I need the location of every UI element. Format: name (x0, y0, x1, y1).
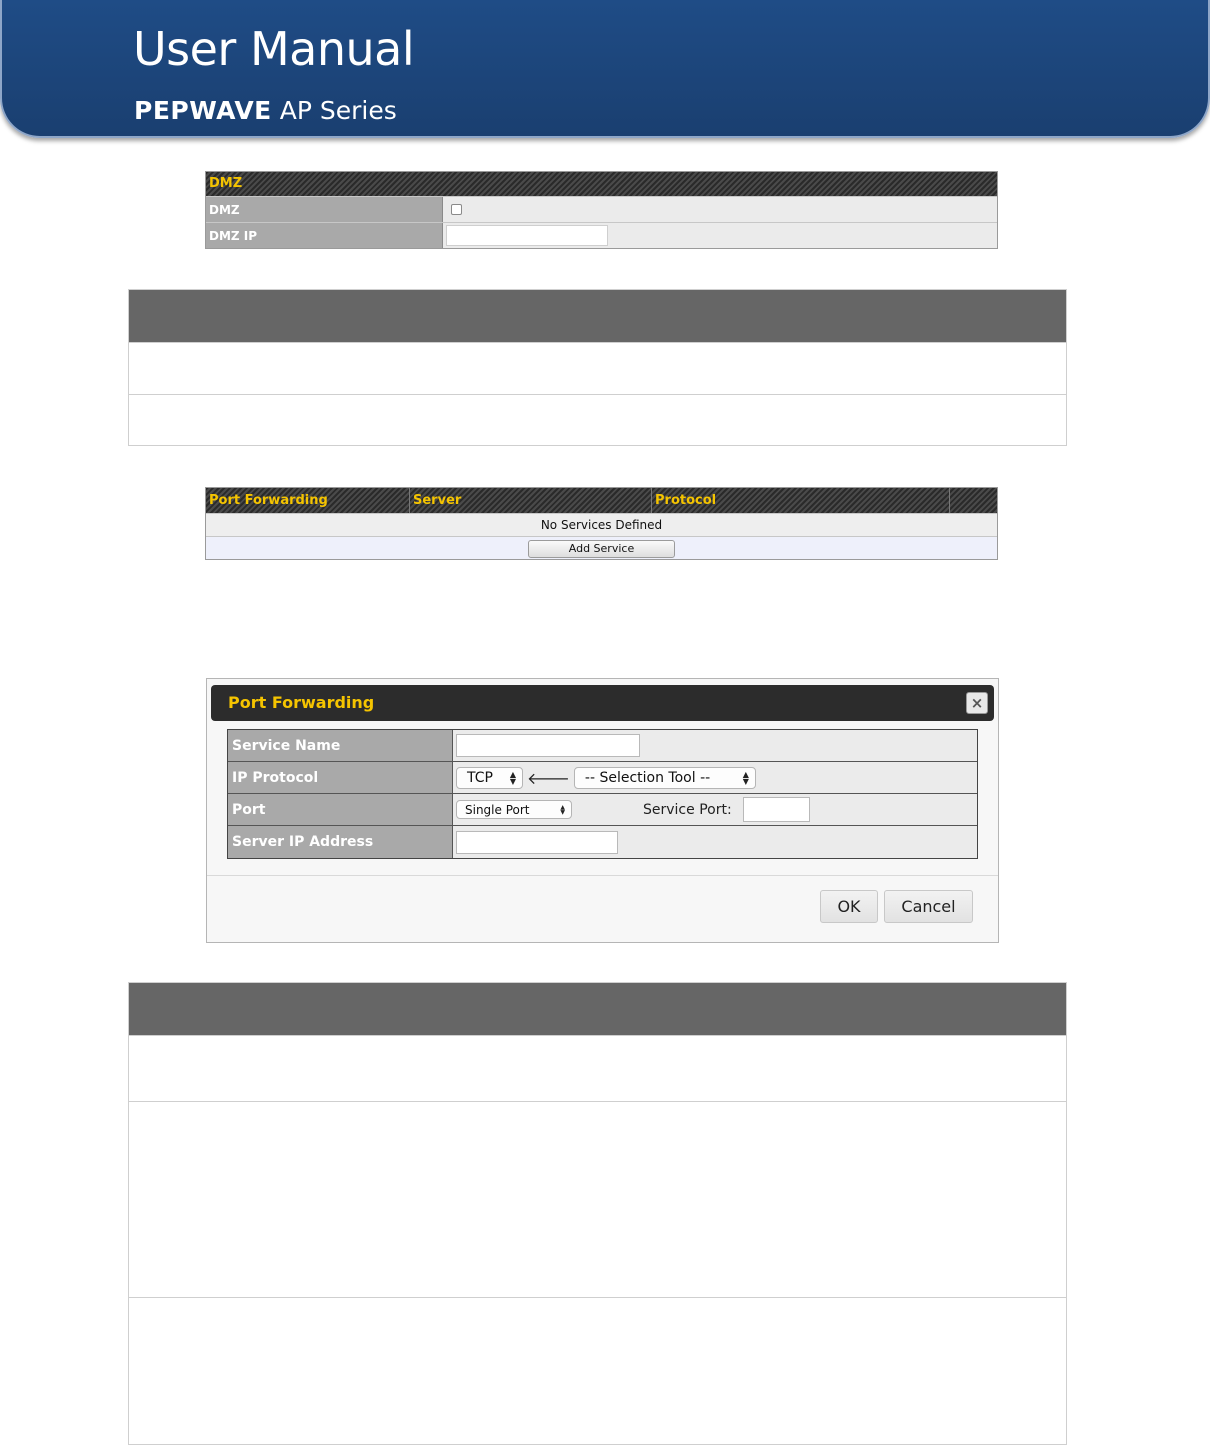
port-row (228, 794, 977, 826)
port-type-select[interactable] (456, 800, 572, 819)
dmz-table-heading: DMZ (206, 172, 997, 196)
dmz-settings-table (205, 171, 998, 249)
arrow-left-icon: 🡐 (527, 768, 570, 788)
updown-icon: ▲ ▼ (560, 803, 565, 816)
updown-icon: ▲ ▼ (742, 769, 749, 786)
server-ip-input[interactable] (456, 831, 618, 854)
server-ip-row (228, 826, 977, 858)
port-forwarding-list-table (205, 487, 998, 560)
reference-table-2-row (129, 1101, 1066, 1297)
service-name-input[interactable] (456, 734, 640, 757)
manual-title: User Manual (133, 22, 415, 76)
service-name-label: Service Name (228, 730, 453, 761)
service-port-input[interactable] (743, 797, 810, 822)
dialog-title-bar (211, 685, 994, 721)
product-series (134, 96, 397, 125)
reference-table-1 (128, 289, 1067, 446)
dmz-enable-label: DMZ (206, 197, 443, 222)
updown-icon: ▲ ▼ (509, 769, 516, 786)
selection-tool-select[interactable] (574, 767, 756, 789)
port-label: Port (228, 794, 453, 825)
dialog-title: Port Forwarding (228, 693, 375, 712)
series-name: AP Series (279, 96, 397, 125)
dialog-divider (207, 875, 998, 876)
service-name-row (228, 730, 977, 762)
dmz-enable-row (206, 196, 997, 222)
protocol-select-value: TCP (467, 769, 493, 786)
document-header-banner (0, 0, 1210, 138)
reference-table-2-row (129, 1035, 1066, 1101)
reference-table-2-row (129, 1297, 1066, 1443)
reference-table-1-row (129, 394, 1066, 445)
ip-protocol-label: IP Protocol (228, 762, 453, 793)
no-services-row: No Services Defined (206, 513, 997, 536)
add-service-row (206, 536, 997, 559)
ok-button[interactable]: OK (820, 890, 878, 923)
server-ip-label: Server IP Address (228, 826, 453, 858)
column-server: Server (410, 488, 652, 513)
dialog-form (227, 729, 978, 859)
dmz-enable-checkbox[interactable] (451, 204, 462, 215)
add-service-button[interactable]: Add Service (528, 540, 675, 558)
selection-tool-value: -- Selection Tool -- (584, 769, 711, 786)
dmz-ip-row (206, 222, 997, 248)
column-actions (950, 488, 997, 513)
ip-protocol-row (228, 762, 977, 794)
column-protocol: Protocol (652, 488, 950, 513)
service-port-label: Service Port: (643, 801, 732, 818)
dmz-ip-label: DMZ IP (206, 223, 443, 248)
column-port-forwarding: Port Forwarding (206, 488, 410, 513)
reference-table-1-row (129, 342, 1066, 394)
close-icon[interactable]: × (966, 692, 988, 714)
brand-name: PEPWAVE (134, 96, 272, 125)
port-forwarding-dialog (206, 678, 999, 943)
protocol-select[interactable] (456, 767, 523, 789)
reference-table-1-header (129, 290, 1066, 342)
port-forwarding-list-header (206, 488, 997, 513)
reference-table-2 (128, 982, 1067, 1445)
cancel-button[interactable]: Cancel (884, 890, 973, 923)
port-type-value: Single Port (465, 802, 530, 817)
dmz-ip-input[interactable] (446, 225, 608, 246)
reference-table-2-header (129, 983, 1066, 1035)
